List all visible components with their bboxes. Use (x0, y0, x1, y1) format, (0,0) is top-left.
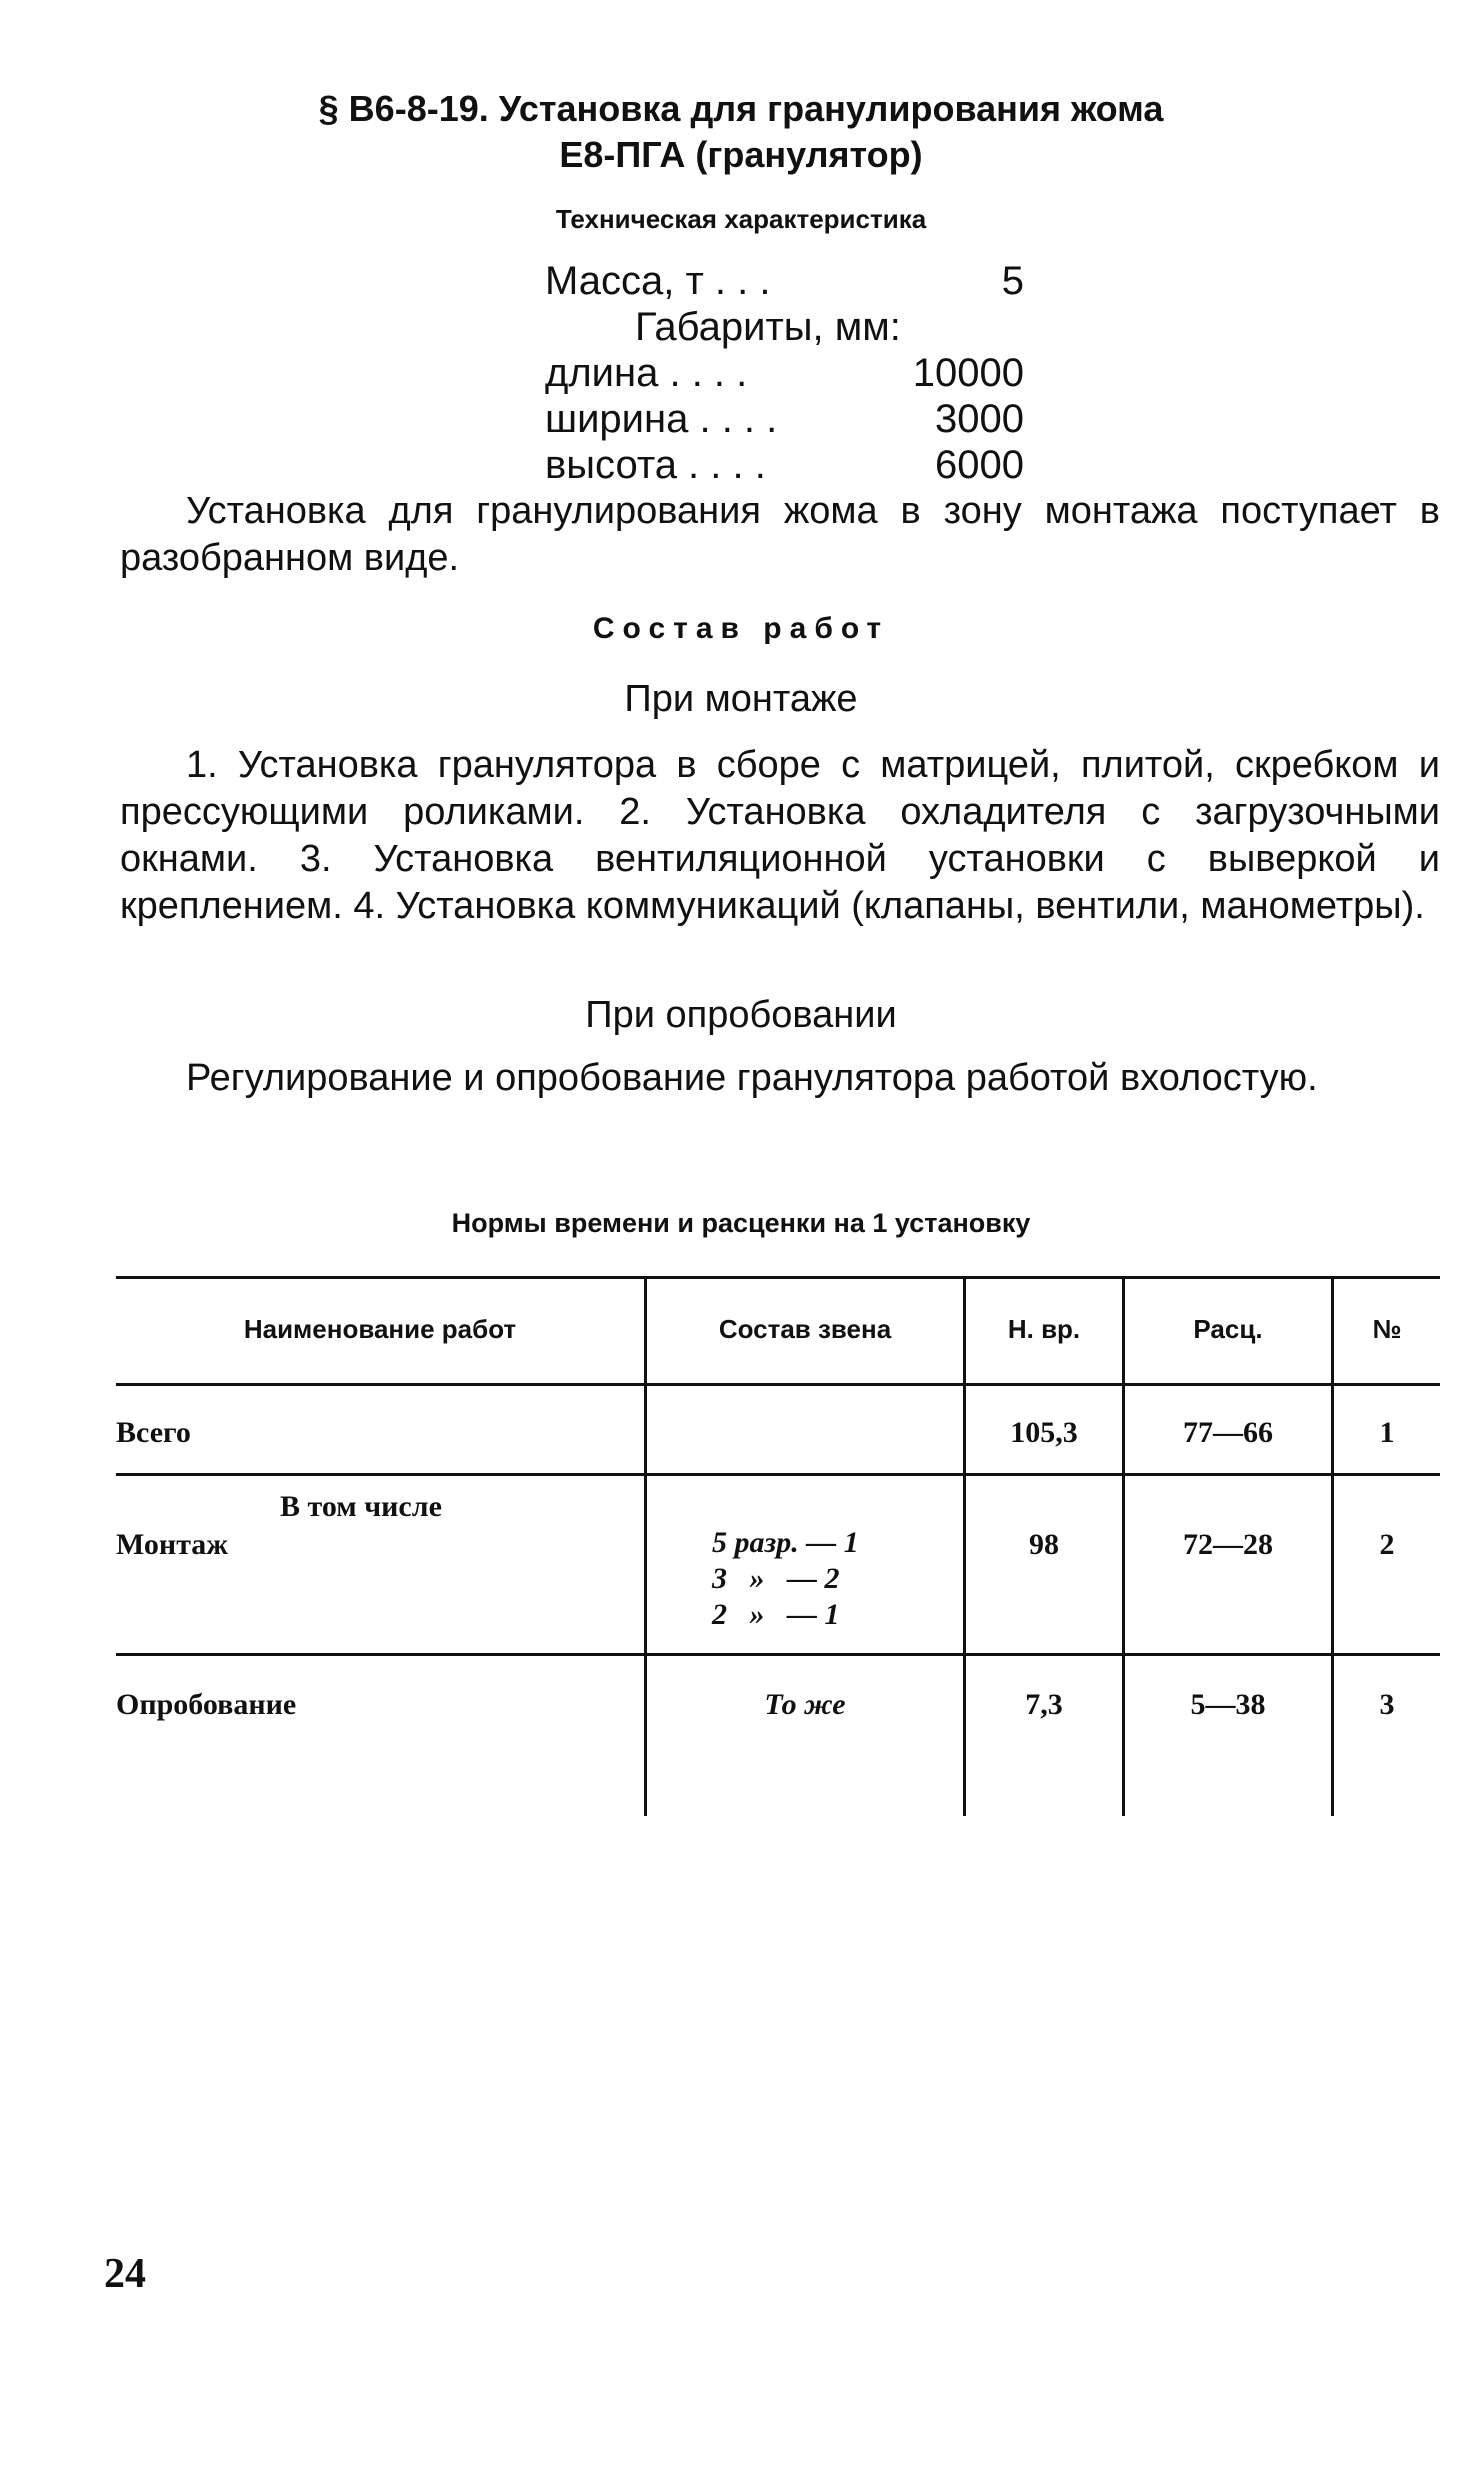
mass-label: Масса, т . . . (545, 259, 771, 303)
row-total-name: Всего (116, 1416, 191, 1449)
row-test-name: Опробование (116, 1688, 297, 1721)
height-label: высота . . . . (545, 443, 766, 487)
row-test-time: 7,3 (1025, 1688, 1063, 1721)
table-caption: Нормы времени и расценки на 1 установку (451, 1208, 1031, 1238)
header-number: № (1372, 1314, 1402, 1344)
page-number: 24 (104, 2251, 146, 2297)
test-title: При опробовании (585, 994, 897, 1036)
row-test-crew: То же (764, 1688, 846, 1721)
row-test-number: 3 (1379, 1688, 1395, 1721)
mass-value: 5 (1001, 259, 1024, 303)
row-test-price: 5—38 (1190, 1688, 1266, 1721)
mount-paragraph: 1. Установка гранулятора в сборе с матрицей, плитой, скребком и прессующими роликами. 2. Установка охладителя с загрузочными окнами. 3. Установка вентиляционной установки с выверкой и креплением. 4. Установка коммуникаций (клапаны, вентили, манометры). (120, 744, 1440, 927)
header-price: Расц. (1193, 1314, 1263, 1344)
table-col-divider-1 (644, 1278, 647, 1816)
table-row-rule-2 (116, 1653, 1440, 1656)
height-value: 6000 (935, 443, 1024, 487)
including-label: В том числе (280, 1490, 442, 1523)
mount-title: При монтаже (624, 678, 858, 720)
row-mount-time: 98 (1029, 1528, 1059, 1561)
row-total-number: 1 (1379, 1416, 1395, 1449)
row-mount-crew-2: 3 » — 2 (712, 1562, 840, 1595)
row-mount-price: 72—28 (1183, 1528, 1273, 1561)
test-paragraph: Регулирование и опробование гранулятора работой вхолостую. (186, 1057, 1318, 1099)
row-total-price: 77—66 (1183, 1416, 1273, 1449)
width-label: ширина . . . . (545, 397, 778, 441)
work-title: Состав работ (592, 612, 890, 645)
table-header-rule (116, 1383, 1440, 1386)
row-mount-name: Монтаж (116, 1528, 229, 1561)
row-mount-crew-3: 2 » — 1 (712, 1598, 840, 1631)
intro-paragraph: Установка для гранулирования жома в зону монтажа поступает в разобранном виде. (120, 490, 1440, 579)
row-mount-number: 2 (1379, 1528, 1395, 1561)
dims-label: Габариты, мм: (635, 305, 901, 349)
table-row-rule-1 (116, 1473, 1440, 1476)
row-total-time: 105,3 (1010, 1416, 1078, 1449)
row-mount-crew-1: 5 разр. — 1 (712, 1526, 859, 1559)
section-subtitle: Е8-ПГА (гранулятор) (559, 134, 923, 175)
length-value: 10000 (912, 351, 1024, 395)
section-title: § В6-8-19. Установка для гранулирования жома (318, 88, 1164, 129)
table-top-rule (116, 1276, 1440, 1279)
header-time: Н. вр. (1007, 1314, 1081, 1344)
header-name: Наименование работ (243, 1314, 517, 1344)
length-label: длина . . . . (545, 351, 748, 395)
header-crew: Состав звена (718, 1314, 892, 1344)
spec-title: Техническая характеристика (555, 204, 927, 234)
width-value: 3000 (935, 397, 1024, 441)
